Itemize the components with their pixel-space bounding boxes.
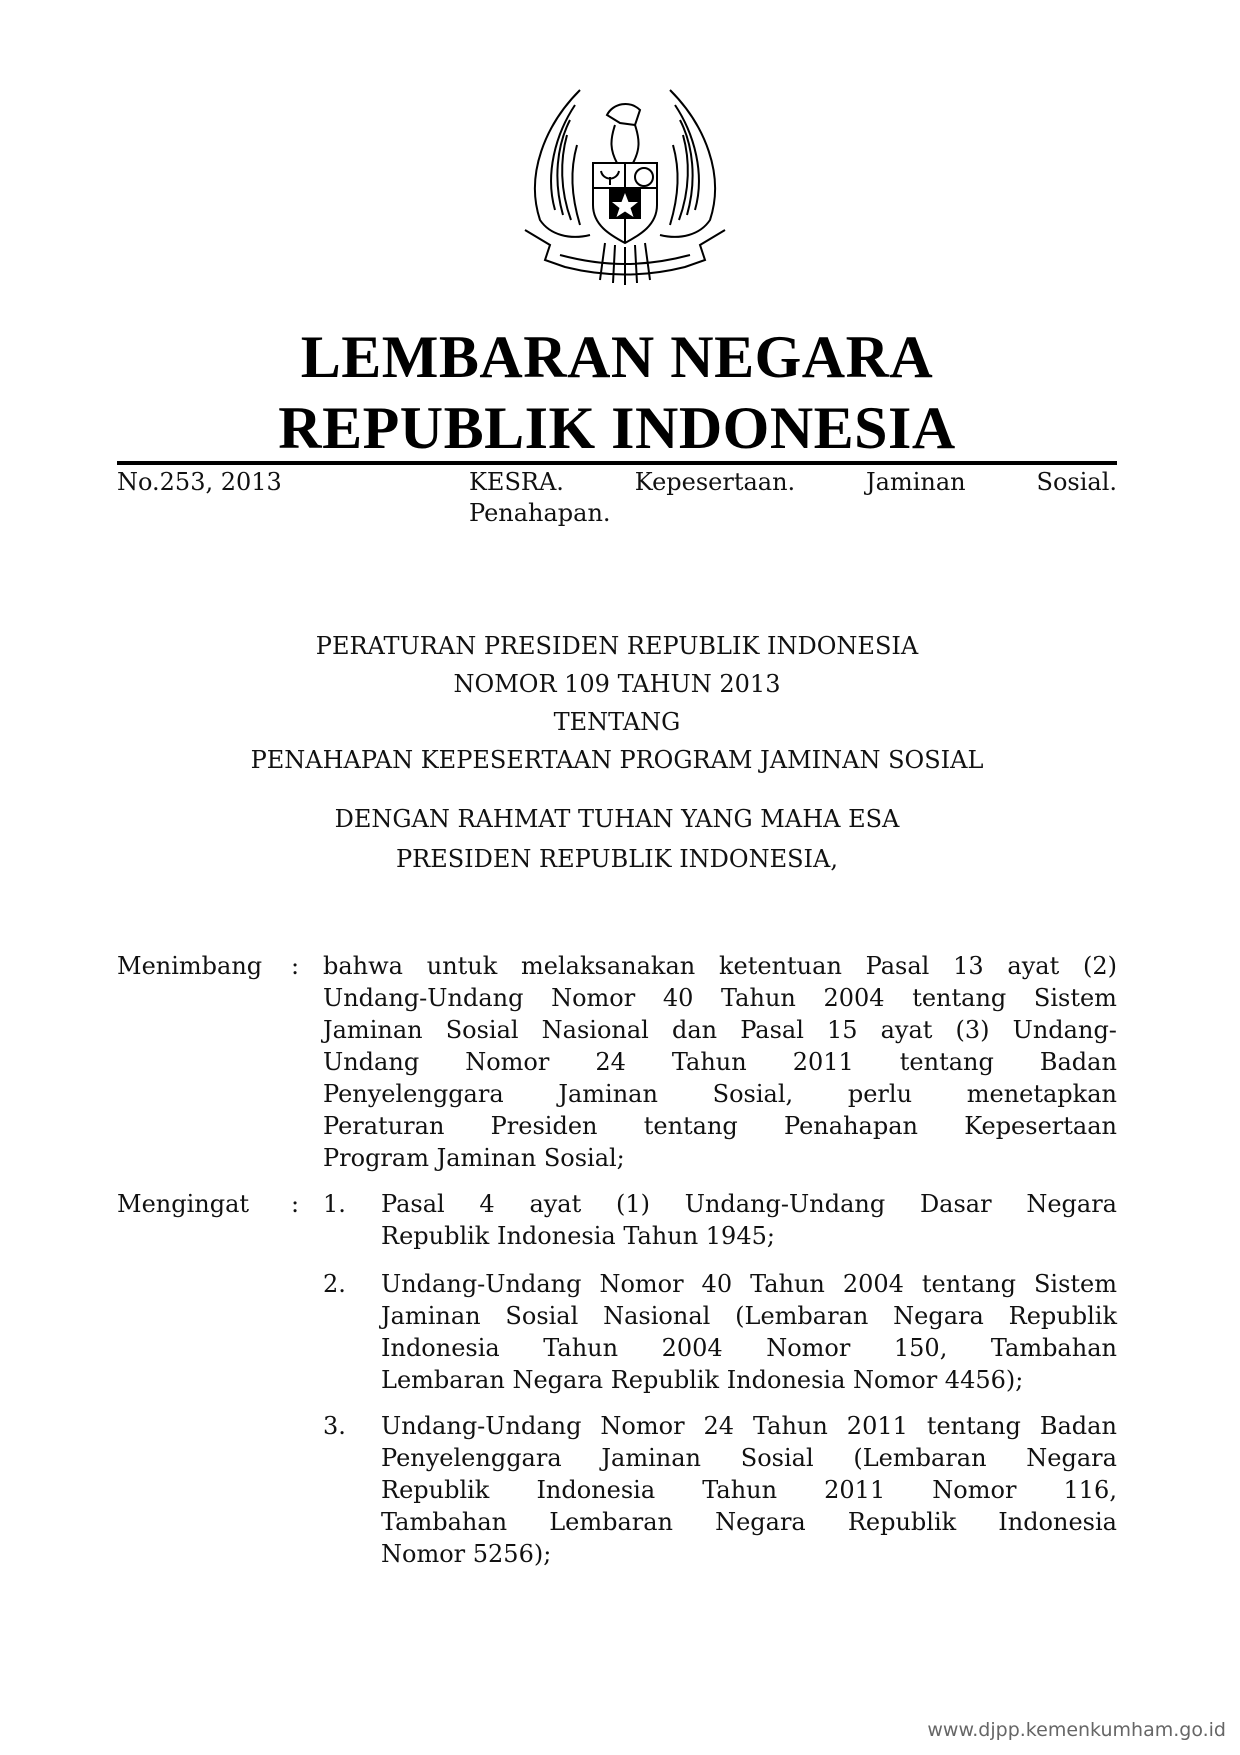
preamble	[117, 799, 1117, 879]
text-line: Undang-Undang Nomor 24 Tahun 2011 tentang Badan	[381, 1412, 1117, 1440]
masthead-divider	[117, 461, 1117, 465]
mengingat-label: Mengingat	[117, 1190, 250, 1218]
garuda-pancasila-emblem-icon	[505, 85, 745, 297]
masthead-title-line2: REPUBLIK INDONESIA	[278, 395, 956, 461]
text-line: Republik Indonesia Tahun 1945;	[381, 1222, 775, 1250]
invocation: DENGAN RAHMAT TUHAN YANG MAHA ESA	[334, 805, 900, 833]
menimbang-text	[323, 950, 1117, 1174]
regulation-about: TENTANG	[553, 708, 681, 736]
text-line: Penyelenggara Jaminan Sosial (Lembaran Negara	[381, 1444, 1117, 1472]
text-line: Penyelenggara Jaminan Sosial, perlu menetapkan	[323, 1080, 1117, 1108]
masthead-title-line1: LEMBARAN NEGARA	[300, 324, 934, 390]
subject-word: Kepesertaan.	[634, 468, 796, 496]
item-text	[381, 1188, 1117, 1252]
text-line: bahwa untuk melaksanakan ketentuan Pasal 13 ayat (2)	[323, 952, 1117, 980]
text-line: Undang Nomor 24 Tahun 2011 tentang Badan	[323, 1048, 1117, 1076]
text-line: Pasal 4 ayat (1) Undang-Undang Dasar Negara	[381, 1190, 1117, 1218]
item-number: 1.	[323, 1190, 346, 1218]
subject-word: Jaminan	[866, 468, 966, 496]
text-line: Jaminan Sosial Nasional (Lembaran Negara Republik	[381, 1302, 1117, 1330]
text-line: Undang-Undang Nomor 40 Tahun 2004 tentang Sistem	[381, 1270, 1117, 1298]
colon: :	[291, 1190, 300, 1218]
subject-line2: Penahapan.	[469, 499, 611, 527]
text-line: Jaminan Sosial Nasional dan Pasal 15 ayat (3) Undang-	[323, 1016, 1117, 1044]
subject-word: KESRA.	[469, 468, 564, 496]
item-number: 2.	[323, 1270, 346, 1298]
text-line: Republik Indonesia Tahun 2011 Nomor 116,	[381, 1476, 1117, 1504]
subject-word: Sosial.	[1036, 468, 1117, 496]
text-line: Program Jaminan Sosial;	[323, 1144, 625, 1172]
regulation-title-line: PERATURAN PRESIDEN REPUBLIK INDONESIA	[315, 632, 919, 660]
footer-url: www.djpp.kemenkumham.go.id	[927, 1719, 1226, 1741]
text-line: Lembaran Negara Republik Indonesia Nomor 4456);	[381, 1366, 1024, 1394]
issue-number: No.253, 2013	[117, 468, 282, 496]
item-text	[381, 1410, 1117, 1570]
text-line: Tambahan Lembaran Negara Republik Indonesia	[381, 1508, 1117, 1536]
text-line: Peraturan Presiden tentang Penahapan Kepesertaan	[323, 1112, 1117, 1140]
item-number: 3.	[323, 1412, 346, 1440]
text-line: Undang-Undang Nomor 40 Tahun 2004 tentang Sistem	[323, 984, 1117, 1012]
text-line: Nomor 5256);	[381, 1540, 552, 1568]
colon: :	[291, 952, 300, 980]
regulation-title	[117, 627, 1117, 779]
text-line: Indonesia Tahun 2004 Nomor 150, Tambahan	[381, 1334, 1117, 1362]
regulation-subject: PENAHAPAN KEPESERTAAN PROGRAM JAMINAN SOSIAL	[250, 746, 984, 774]
president-heading: PRESIDEN REPUBLIK INDONESIA,	[395, 845, 838, 873]
menimbang-label: Menimbang	[117, 952, 263, 980]
regulation-number: NOMOR 109 TAHUN 2013	[453, 670, 781, 698]
item-text	[381, 1268, 1117, 1396]
issue-subject	[469, 467, 1117, 529]
